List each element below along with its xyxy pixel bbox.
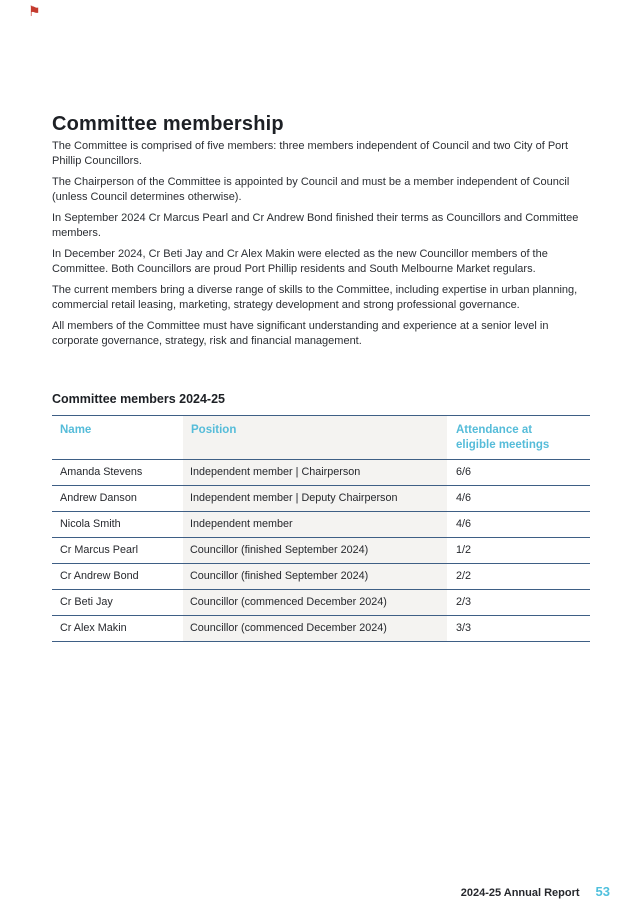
table-row [52,512,590,538]
table-row [52,590,590,616]
member-attendance-cell: 3/3 [456,622,472,634]
page-title: Committee membership [52,113,284,135]
member-name-cell: Cr Alex Makin [60,622,127,634]
members-table-title: Committee members 2024-25 [52,392,225,406]
column-header-name: Name [60,424,92,436]
table-row [52,460,590,486]
intro-paragraph: The current members bring a diverse range of skills to the Committee, including expertise in urban planning, commercial retail leasing, marketing, strategy development and strong professional governance. [52,284,578,311]
page-footer [461,884,610,899]
table-row [52,616,590,642]
member-attendance-cell: 6/6 [456,466,472,478]
report-title-label: 2024-25 Annual Report [460,887,580,899]
column-header-position: Position [183,416,447,460]
member-position-cell: Councillor (commenced December 2024) [183,616,447,642]
member-name-cell: Andrew Danson [60,492,137,504]
member-name-cell: Amanda Stevens [60,466,143,478]
red-flag-icon: ⚑ [28,3,41,19]
intro-paragraph: The Committee is comprised of five members: three members independent of Council and two City of Port Phillip Councillors. [52,140,569,167]
page-content [52,113,590,642]
member-attendance-cell: 2/2 [456,570,472,582]
table-row [52,486,590,512]
member-position-cell: Councillor (commenced December 2024) [183,590,447,616]
member-attendance-cell: 1/2 [456,544,472,556]
member-name-cell: Nicola Smith [60,518,121,530]
member-attendance-cell: 4/6 [456,492,472,504]
members-table [52,415,590,642]
column-header-attendance-label: Attendance at eligible meetings [456,424,550,451]
member-attendance-cell: 2/3 [456,596,472,608]
member-position-cell: Independent member | Chairperson [183,460,447,486]
column-header-attendance [447,416,590,460]
table-row [52,538,590,564]
member-position-cell: Independent member [183,512,447,538]
intro-paragraph: All members of the Committee must have significant understanding and experience at a senior level in corporate governance, strategy, risk and financial management. [52,320,549,347]
intro-paragraph: In September 2024 Cr Marcus Pearl and Cr Andrew Bond finished their terms as Councillors and Committee members. [52,212,579,239]
member-position-cell: Councillor (finished September 2024) [183,564,447,590]
member-attendance-cell: 4/6 [456,518,472,530]
member-position-cell: Councillor (finished September 2024) [183,538,447,564]
member-name-cell: Cr Andrew Bond [60,570,139,582]
member-position-cell: Independent member | Deputy Chairperson [183,486,447,512]
intro-paragraph: The Chairperson of the Committee is appointed by Council and must be a member independent of Council (unless Council determines otherwise). [52,176,570,203]
table-row [52,564,590,590]
intro-paragraph: In December 2024, Cr Beti Jay and Cr Alex Makin were elected as the new Councillor members of the Committee. Both Councillors are proud Port Phillip residents and South Melbourne Market regulars. [52,248,548,275]
page-number: 53 [595,884,610,899]
member-name-cell: Cr Marcus Pearl [60,544,138,556]
member-name-cell: Cr Beti Jay [60,596,113,608]
table-header-row [52,416,590,460]
